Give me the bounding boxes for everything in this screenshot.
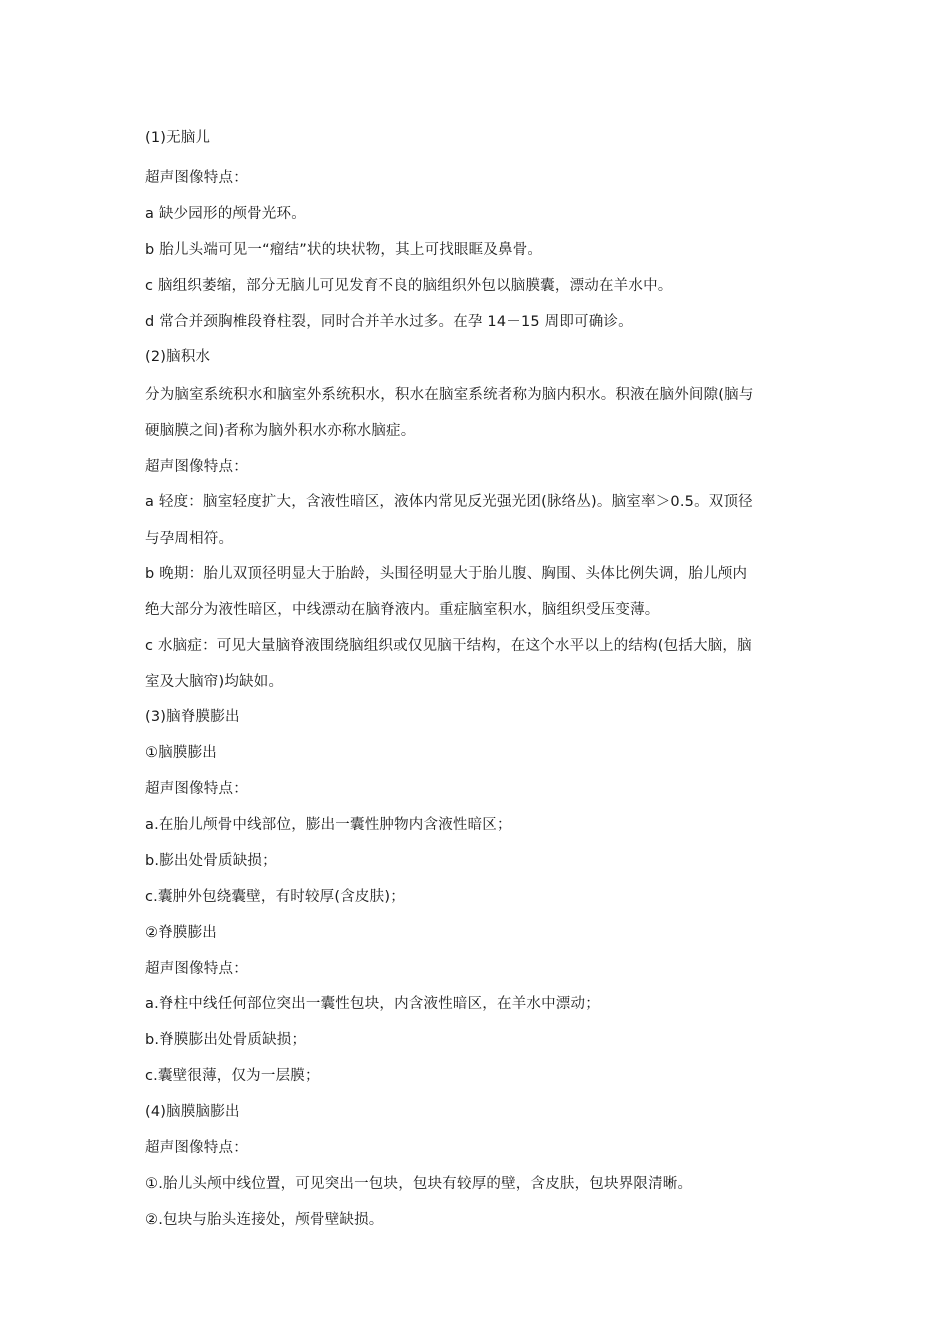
subheading-ultrasound-features: 超声图像特点： bbox=[145, 170, 248, 186]
list-item: a.脊柱中线任何部位突出一囊性包块，内含液性暗区，在羊水中漂动； bbox=[145, 996, 600, 1012]
list-item-continuation: 绝大部分为液性暗区，中线漂动在脑脊液内。重症脑室积水，脑组织受压变薄。 bbox=[145, 602, 660, 618]
subheading-ultrasound-features: 超声图像特点： bbox=[145, 961, 248, 977]
subsection-heading: ①脑膜膨出 bbox=[145, 745, 217, 761]
list-item: c 脑组织萎缩，部分无脑儿可见发育不良的脑组织外包以脑膜囊，漂动在羊水中。 bbox=[145, 278, 673, 294]
list-item: c 水脑症：可见大量脑脊液围绕脑组织或仅见脑干结构，在这个水平以上的结构(包括大脑，脑 bbox=[145, 638, 752, 654]
list-item-continuation: 与孕周相符。 bbox=[145, 531, 234, 547]
list-item: a 轻度：脑室轻度扩大，含液性暗区，液体内常见反光强光团(脉络丛)。脑室率＞0.5。双顶径 bbox=[145, 494, 753, 510]
list-item: b.膨出处骨质缺损； bbox=[145, 853, 277, 869]
section-heading-hydrocephalus: (2)脑积水 bbox=[145, 349, 211, 365]
paragraph-line: 硬脑膜之间)者称为脑外积水亦称水脑症。 bbox=[145, 423, 416, 439]
list-item: a 缺少园形的颅骨光环。 bbox=[145, 206, 306, 222]
subheading-ultrasound-features: 超声图像特点： bbox=[145, 1140, 248, 1156]
list-item: b 胎儿头端可见一“瘤结”状的块状物，其上可找眼眶及鼻骨。 bbox=[145, 242, 543, 258]
list-item: b.脊膜膨出处骨质缺损； bbox=[145, 1032, 307, 1048]
section-heading-meningocele: (3)脑脊膜膨出 bbox=[145, 709, 240, 725]
list-item: c.囊壁很薄，仅为一层膜； bbox=[145, 1068, 320, 1084]
subsection-heading: ②脊膜膨出 bbox=[145, 925, 217, 941]
list-item: b 晚期：胎儿双顶径明显大于胎龄，头围径明显大于胎儿腹、胸围、头体比例失调，胎儿颅内 bbox=[145, 566, 748, 582]
subheading-ultrasound-features: 超声图像特点： bbox=[145, 459, 248, 475]
section-heading-anencephaly: (1)无脑儿 bbox=[145, 130, 211, 146]
list-item: d 常合并颈胸椎段脊柱裂，同时合并羊水过多。在孕 14－15 周即可确诊。 bbox=[145, 314, 633, 330]
paragraph-line: 分为脑室系统积水和脑室外系统积水，积水在脑室系统者称为脑内积水。积液在脑外间隙(脑与 bbox=[145, 387, 754, 403]
list-item: ①.胎儿头颅中线位置，可见突出一包块，包块有较厚的壁，含皮肤，包块界限清晰。 bbox=[145, 1176, 693, 1192]
list-item: a.在胎儿颅骨中线部位，膨出一囊性肿物内含液性暗区； bbox=[145, 817, 512, 833]
list-item: c.囊肿外包绕囊壁，有时较厚(含皮肤)； bbox=[145, 889, 405, 905]
subheading-ultrasound-features: 超声图像特点： bbox=[145, 781, 248, 797]
list-item: ②.包块与胎头连接处，颅骨壁缺损。 bbox=[145, 1212, 384, 1228]
section-heading-encephalocele: (4)脑膜脑膨出 bbox=[145, 1104, 240, 1120]
list-item-continuation: 室及大脑帘)均缺如。 bbox=[145, 674, 284, 690]
